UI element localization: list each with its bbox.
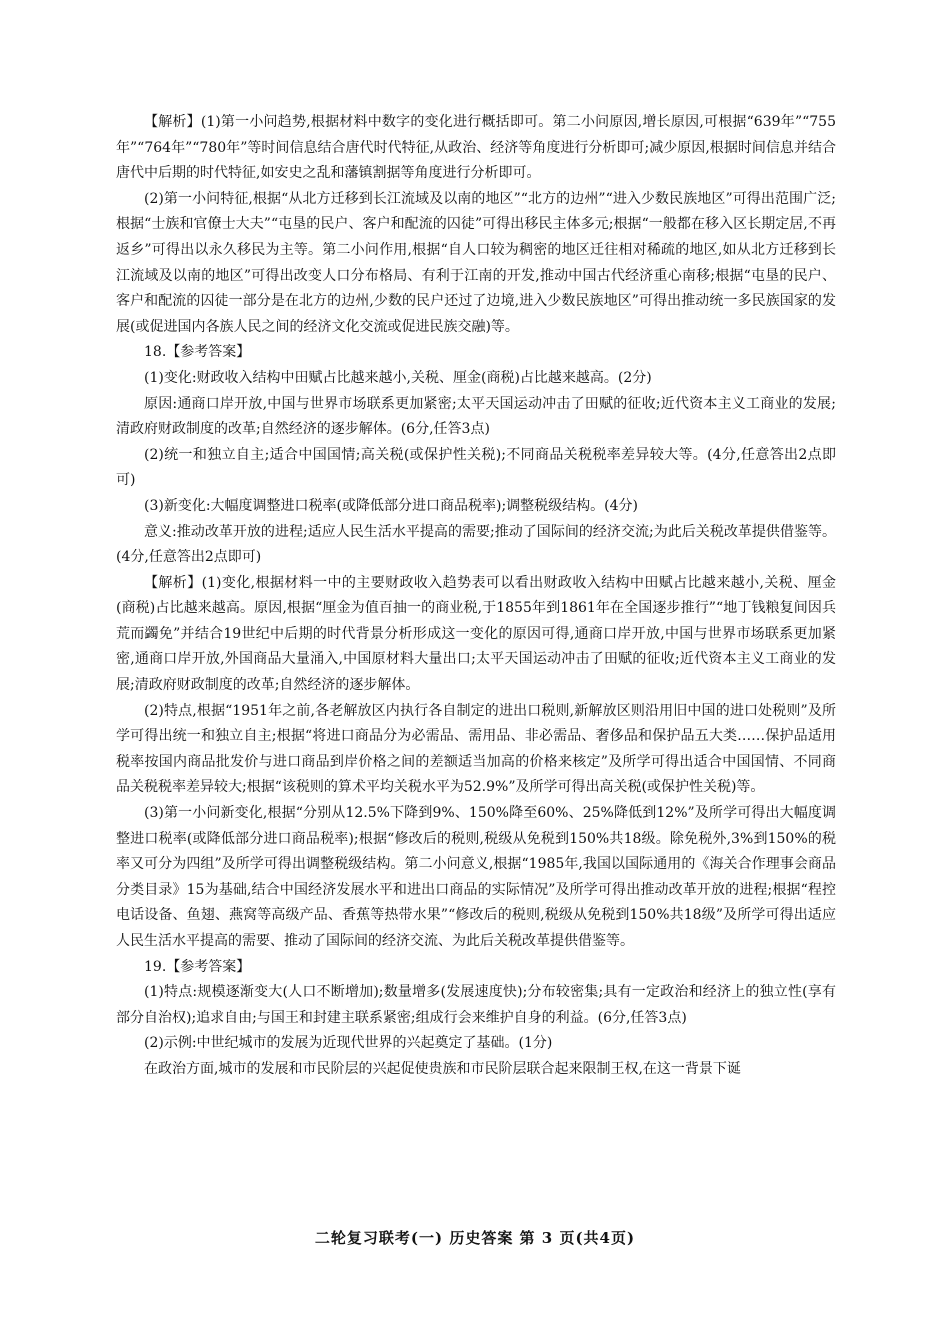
answer-18-1-change: (1)变化:财政收入结构中田赋占比越来越小,关税、厘金(商税)占比越来越高。(2分) [144, 369, 652, 386]
analysis-18-1: 【解析】(1)变化,根据材料一中的主要财政收入趋势表可以看出财政收入结构中田赋占比越来越小,关税、厘金(商税)占比越来越高。原因,根据“厘金为值百抽一的商业税,于1855年到1861年在全国逐步推行”“地丁钱粮复间因兵荒而蠲免”并结合19世纪中后期的时代背景分析形成这一变化的原因可得,通商口岸开放,中国与世界市场联系更加紧密,通商口岸开放,外国商品大量涌入,中国原材料大量出口;太平天国运动冲击了田赋的征收;近代资本主义工商业的发展;清政府财政制度的改革;自然经济的逐步解体。 [116, 574, 836, 694]
paragraph-analysis-17-2: (2)第一小问特征,根据“从北方迁移到长江流域及以南的地区”“北方的边州”“进入少数民族地区”可得出范围广泛;根据“士族和官僚士大夫”“屯垦的民户、客户和配流的囚徒”可得出移民主体多元;根据“一般都在移入区长期定居,不再返乡”可得出以永久移民为主等。第二小问作用,根据“自人口较为稠密的地区迁往相对稀疏的地区,如从北方迁移到长江流域及以南的地区”可得出改变人口分布格局、有利于江南的开发,推动中国古代经济重心南移;根据“屯垦的民户、客户和配流的囚徒一部分是在北方的边州,少数的民户还过了边境,进入少数民族地区”可得出推动统一多民族国家的发展(或促进国内各族人民之间的经济文化交流或促进民族交融)等。 [116, 190, 836, 335]
page-footer: 二轮复习联考(一) 历史答案 第 3 页(共4页) [314, 1229, 636, 1247]
answer-18-1-reason: 原因:通商口岸开放,中国与世界市场联系更加紧密;太平天国运动冲击了田赋的征收;近代资本主义工商业的发展;清政府财政制度的改革;自然经济的逐步解体。(6分,任答3点) [116, 395, 836, 438]
paragraph-analysis-17-1: 【解析】(1)第一小问趋势,根据材料中数字的变化进行概括即可。第二小问原因,增长原因,可根据“639年”“755年”“764年”“780年”等时间信息结合唐代时代特征,从政治、经济等角度进行分析即可;减少原因,根据时间信息并结合唐代中后期的时代特征,如安史之乱和藩镇割据等角度进行分析即可。 [116, 114, 836, 182]
answer-18-2: (2)统一和独立自主;适合中国国情;高关税(或保护性关税);不同商品关税税率差异较大等。(4分,任意答出2点即可) [116, 446, 836, 489]
question-18-heading: 18.【参考答案】 [144, 344, 251, 361]
answer-18-3-change: (3)新变化:大幅度调整进口税率(或降低部分进口商品税率);调整税级结构。(4分) [144, 497, 639, 514]
analysis-18-2: (2)特点,根据“1951年之前,各老解放区内执行各自制定的进出口税则,新解放区则沿用旧中国的进口处税则”及所学可得出统一和独立自主;根据“将进口商品分为必需品、需用品、非必需品、奢侈品和保护品五大类……保护品适用税率按国内商品批发价与进口商品到岸价格之间的差额适当加高的价格来核定”及所学可得出适合中国国情、不同商品关税税率差异较大;根据“该税则的算术平均关税水平为52.9%”及所学可得出高关税(或保护性关税)等。 [116, 702, 836, 796]
analysis-18-3: (3)第一小问新变化,根据“分别从12.5%下降到9%、150%降至60%、25%降低到12%”及所学可得出大幅度调整进口税率(或降低部分进口商品税率);根据“修改后的税则,税级从免税到150%共18级。除免税外,3%到150%的税率又可分为四组”及所学可得出调整税级结构。第二小问意义,根据“1985年,我国以国际通用的《海关合作理事会商品分类目录》15为基础,结合中国经济发展水平和进出口商品的实际情况”及所学可得出推动改革开放的进程;根据“程控电话设备、鱼翅、燕窝等高级产品、香蕉等热带水果”“修改后的税则,税级从免税到150%共18级”及所学可得出适应人民生活水平提高的需要、推动了国际间的经济交流、为此后关税改革提供借鉴等。 [116, 805, 836, 949]
answer-19-1: (1)特点:规模逐渐变大(人口不断增加);数量增多(发展速度快);分布较密集;具有一定政治和经济上的独立性(享有部分自治权);追求自由;与国王和封建主联系紧密;组成行会来维护自身的利益。(6分,任答3点) [116, 984, 836, 1026]
answer-19-2-example: (2)示例:中世纪城市的发展为近现代世界的兴起奠定了基础。(1分) [144, 1035, 553, 1052]
question-19-heading: 19.【参考答案】 [144, 958, 251, 975]
answer-19-2-politics: 在政治方面,城市的发展和市民阶层的兴起促使贵族和市民阶层联合起来限制王权,在这一背景下诞 [144, 1060, 741, 1077]
answer-18-3-meaning: 意义:推动改革开放的进程;适应人民生活水平提高的需要;推动了国际间的经济交流;为此后关税改革提供借鉴等。(4分,任意答出2点即可) [116, 523, 836, 566]
answer-body [116, 110, 836, 1083]
